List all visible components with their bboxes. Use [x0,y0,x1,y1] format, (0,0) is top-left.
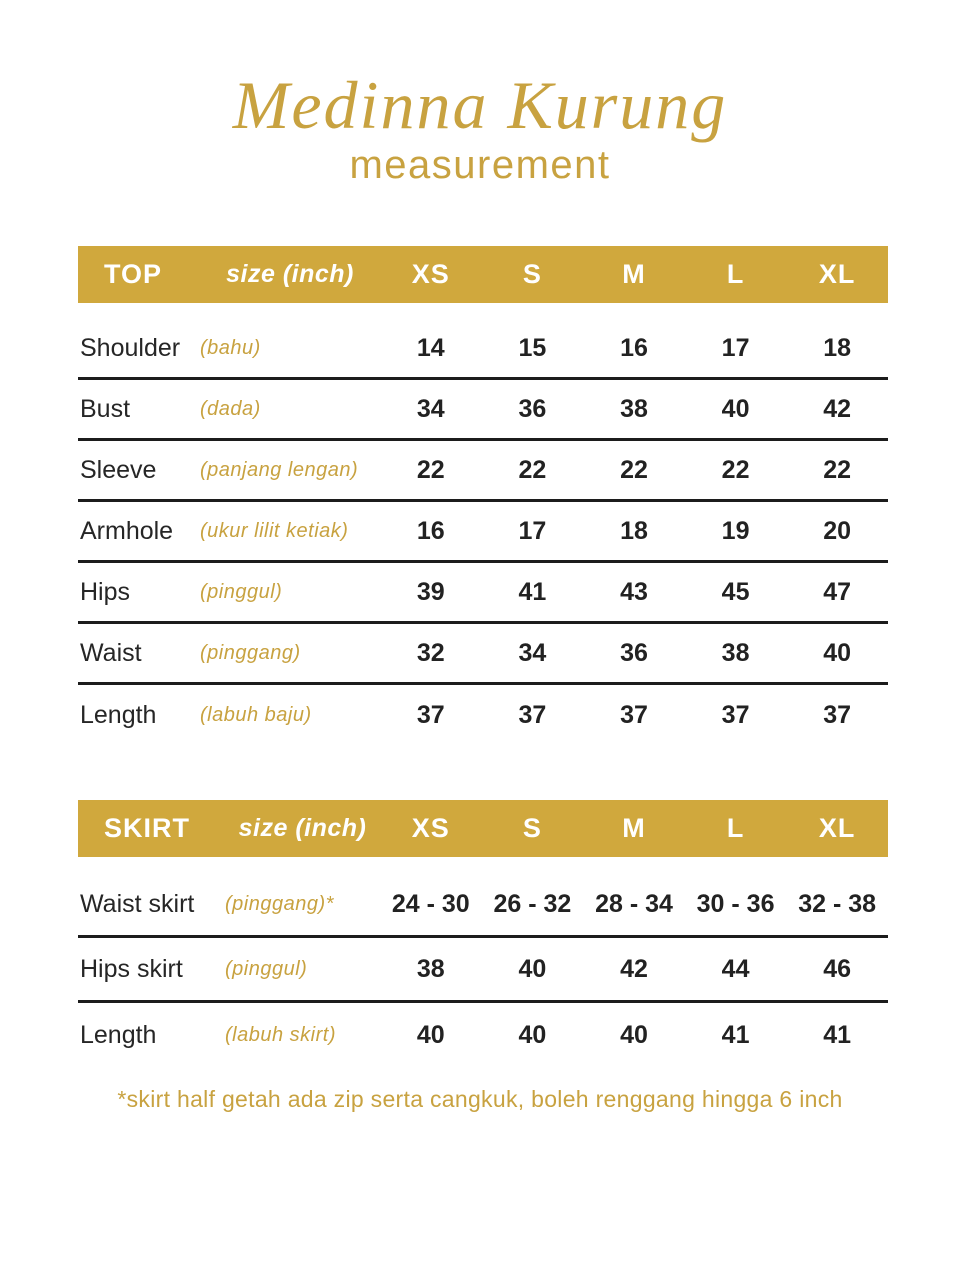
table-row [78,502,888,563]
size-value: 17 [518,516,547,545]
size-value: 16 [620,333,648,362]
size-value: 45 [721,577,750,606]
size-value: 40 [823,638,852,667]
size-value: 22 [620,455,648,484]
table-row [78,563,888,624]
row-label: Hips [80,577,131,606]
measurement-sheet [0,67,960,1270]
top-table-header [78,246,888,303]
size-value: 40 [721,394,750,423]
size-value: 20 [823,516,852,545]
size-value: 30 - 36 [696,889,775,918]
unit-label: size (inch) [238,814,367,843]
size-value: 38 [620,394,648,423]
size-value: 28 - 34 [595,889,673,918]
size-value: 16 [416,516,445,545]
size-value: 37 [823,701,852,730]
size-value: 18 [620,516,648,545]
size-value: 43 [620,577,648,606]
skirt-size-table [78,800,888,1068]
size-value: 34 [416,394,445,423]
size-value: 36 [620,638,648,667]
table-row [78,624,888,685]
row-label: Length [80,1021,157,1050]
size-value: 42 [620,954,648,983]
size-value: 37 [416,701,445,730]
row-label: Waist skirt [80,889,195,918]
table-row [78,380,888,441]
size-value: 41 [721,1021,750,1050]
size-value: 40 [518,1021,547,1050]
size-value: 22 [416,455,445,484]
size-column-header: S [522,813,542,844]
size-value: 15 [518,333,547,362]
size-column-header: XL [818,813,856,844]
skirt-table-header [78,800,888,857]
size-value: 14 [416,333,445,362]
size-column-header: L [726,259,745,290]
table-row [78,938,888,1003]
size-value: 39 [416,577,445,606]
size-value: 34 [518,638,547,667]
size-value: 24 - 30 [391,889,470,918]
row-label: Sleeve [80,455,157,484]
row-label-malay: (labuh baju) [200,704,312,727]
top-table-body [78,303,888,746]
size-column-header: XS [411,259,450,290]
size-value: 19 [721,516,750,545]
size-value: 41 [823,1021,852,1050]
row-label-malay: (bahu) [200,336,261,359]
size-value: 40 [416,1021,445,1050]
size-column-header: XS [411,813,450,844]
table-row [78,319,888,380]
size-value: 32 - 38 [798,889,877,918]
size-value: 41 [518,577,547,606]
row-label: Hips skirt [80,954,183,983]
row-label-malay: (panjang lengan) [200,458,359,481]
row-label-malay: (pinggul) [225,957,308,980]
table-title: SKIRT [104,813,190,844]
footnote: *skirt half getah ada zip serta cangkuk, boleh renggang hingga 6 inch [117,1086,843,1113]
row-label: Waist [80,638,142,667]
size-column-header: M [622,259,646,290]
row-label: Armhole [80,516,174,545]
size-value: 46 [823,954,852,983]
size-value: 22 [721,455,750,484]
row-label-malay: (ukur lilit ketiak) [200,519,349,542]
size-value: 37 [518,701,547,730]
size-value: 40 [620,1021,648,1050]
row-label: Length [80,701,157,730]
size-value: 22 [518,455,547,484]
size-value: 32 [416,638,445,667]
row-label-malay: (labuh skirt) [225,1024,336,1047]
row-label: Shoulder [80,333,181,362]
page-title: Medinna Kurung [232,67,728,143]
size-value: 47 [823,577,852,606]
size-value: 37 [721,701,750,730]
size-value: 26 - 32 [493,889,572,918]
size-value: 40 [518,954,547,983]
size-value: 44 [721,954,750,983]
unit-label: size (inch) [226,260,354,289]
size-column-header: M [622,813,646,844]
table-row [78,685,888,746]
row-label-malay: (pinggang) [200,641,301,664]
top-size-table [78,246,888,746]
table-row [78,873,888,938]
page-subtitle: measurement [349,143,611,188]
row-label-malay: (dada) [200,397,261,420]
table-title: TOP [104,259,163,290]
size-value: 38 [416,954,445,983]
table-row [78,1003,888,1068]
size-value: 37 [620,701,648,730]
row-label-malay: (pinggang)* [225,892,334,915]
size-value: 38 [721,638,750,667]
size-value: 17 [721,333,750,362]
size-value: 36 [518,394,547,423]
table-row [78,441,888,502]
size-column-header: XL [818,259,856,290]
skirt-table-body [78,857,888,1068]
size-value: 42 [823,394,852,423]
size-column-header: L [726,813,745,844]
row-label: Bust [80,394,131,423]
size-column-header: S [522,259,542,290]
size-value: 18 [823,333,852,362]
size-value: 22 [823,455,852,484]
row-label-malay: (pinggul) [200,580,283,603]
